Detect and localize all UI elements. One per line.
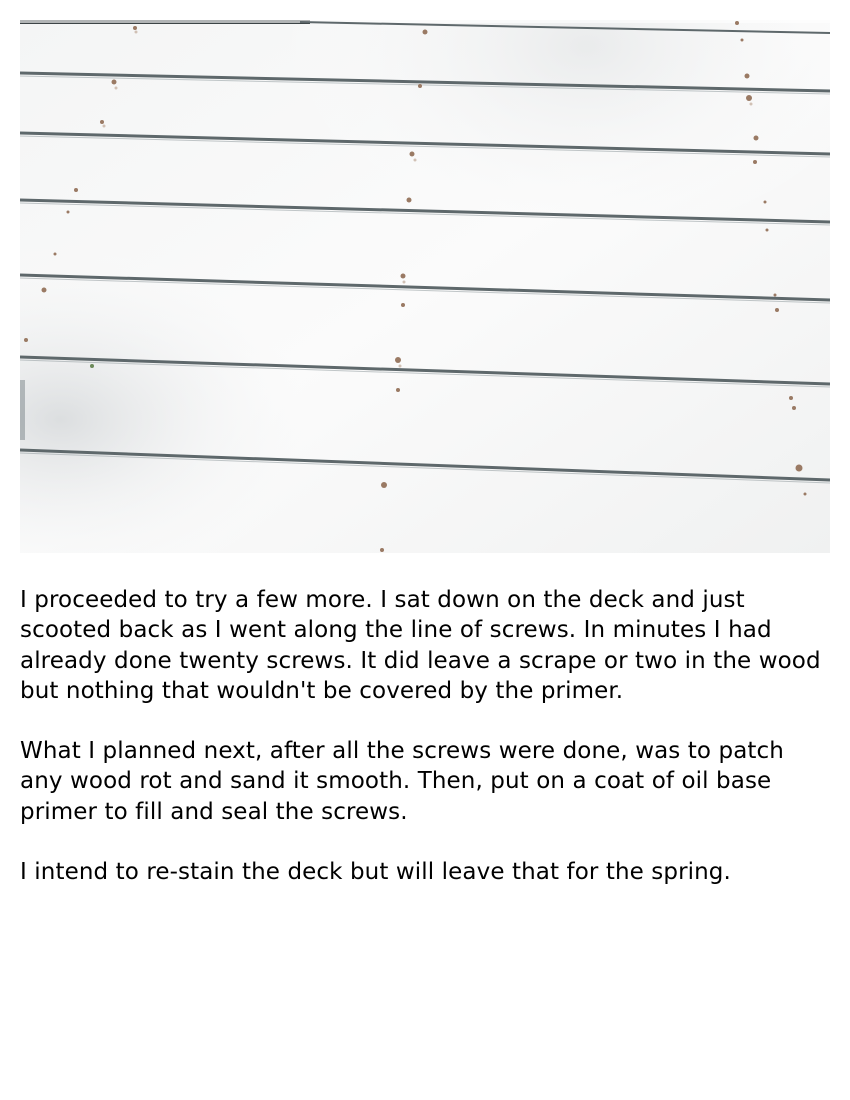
paragraph: I proceeded to try a few more. I sat down on the deck and just scooted back as I went along the line of screws. In minutes I had already done twenty screws. It did leave a scrape or two in the wood but nothing that wouldn't be covered by the primer. — [20, 587, 821, 704]
deck-photo — [20, 20, 830, 553]
article-body — [20, 585, 830, 917]
paragraph: I intend to re-stain the deck but will leave that for the spring. — [20, 859, 731, 886]
paragraph: What I planned next, after all the screws were done, was to patch any wood rot and sand it smooth. Then, put on a coat of oil base primer to fill and seal the screws. — [20, 738, 784, 825]
